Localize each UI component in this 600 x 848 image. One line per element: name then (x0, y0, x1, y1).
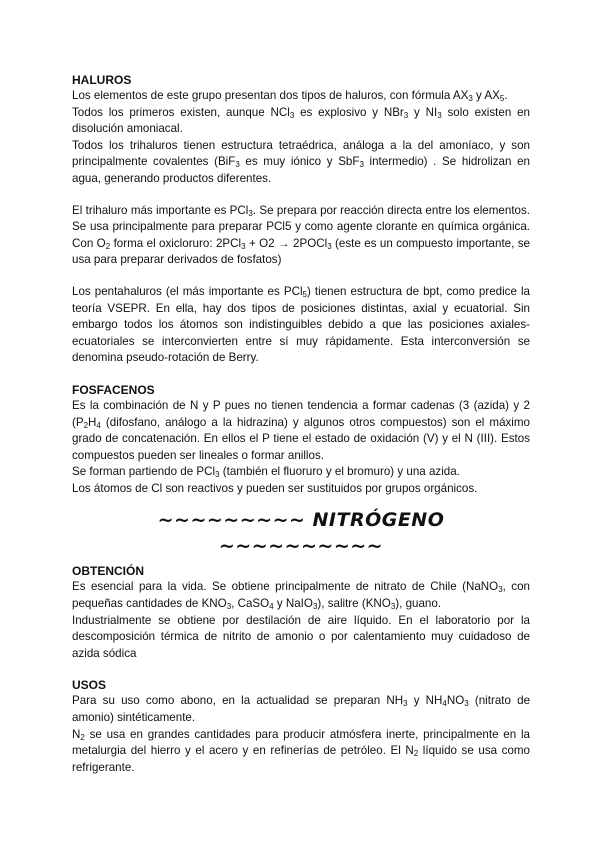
paragraph: Industrialmente se obtiene por destilación de aire líquido. En el laboratorio por la descomposición térmica de nitrito de amonio o por calentamiento muy cuidadoso de azida sódica (72, 613, 530, 660)
subscript: 3 (215, 470, 220, 480)
subscript: 3 (390, 602, 396, 612)
paragraph: Para su uso como abono, en la actualidad se preparan $NH_3$ y $NH_4NO_3$ (nitrato de amonio) sintéticamente. (72, 694, 531, 725)
spacer (72, 188, 530, 203)
section-heading-haluros: HALUROS (72, 73, 132, 87)
subscript: 5 (302, 289, 307, 299)
subscript: 3 (403, 110, 409, 120)
paragraph: Es la combinación de N y P pues no tienen tendencia a formar cadenas (3 (azida) y 2 ($P_2H_4$ (difosfano, análogo a la hidrazina) y algunos otros compuestos) son el máximo grado de concatenación. En ellos el P tiene el estado de oxidación (V) y el N (III). Estos compuestos pueden ser lineales o formar anillos. (72, 398, 530, 462)
paragraph: Todos los primeros existen, aunque NCl$_3$ es explosivo y NBr$_3$ y $NI_3$ solo existen en disolución amoniacal. (72, 105, 530, 136)
paragraph: Se forman partiendo de PCl$_3$ (también el fluoruro y el bromuro) y una azida. (72, 465, 460, 480)
nitrogeno-title: ~~~~~~~~~ NITRÓGENO ~~~~~~~~~~ (157, 509, 445, 558)
subscript: 3 (327, 241, 332, 251)
paragraph: Todos los trihaluros tienen estructura tetraédrica, análoga a la del amoníaco, y son principalmente covalentes (BiF$_3$ es muy iónico y SbF$_3$ intermedio) . Se hidrolizan en agua, generando productos diferentes. (72, 138, 530, 185)
paragraph: $N_2$ se usa en grandes cantidades para producir atmósfera inerte, principalmente en la metalurgia del hierro y el acero y en refinerías de petróleo. El $N_2$ líquido se usa como refrigerante. (72, 727, 530, 774)
subscript: 3 (464, 699, 469, 709)
subscript: 3 (248, 208, 253, 218)
subscript: 3 (498, 585, 503, 595)
subscript: 2 (105, 241, 111, 251)
subscript: 3 (403, 699, 408, 709)
subscript: 3 (241, 241, 246, 251)
subscript: 3 (312, 602, 318, 612)
subscript: 2 (80, 732, 85, 742)
subscript: 2 (413, 749, 419, 759)
subscript: 4 (269, 602, 274, 612)
paragraph: El trihaluro más importante es PCl$_3$. Se prepara por reacción directa entre los elementos. Se usa principalmente para preparar PCl5 y como agente clorante en química orgánica. Con $O_2$ forma el oxicloruro: 2PCl$_3$ + O2 → 2POCl$_3$ (este es un compuesto importante, se usa para preparar derivados de fosfatos) (72, 203, 531, 267)
paragraph: Los átomos de Cl son reactivos y pueden ser sustituidos por grupos orgánicos. (72, 481, 478, 495)
paragraph: Los pentahaluros (el más importante es PCl$_5$) tienen estructura de bpt, como predice la teoría VSEPR. En ella, hay dos tipos de posiciones distintas, axial y ecuatorial. Sin embargo todos los átomos son indistinguibles debido a que las posiciones axiales-ecuatoriales se interconvierten entre sí muy rápidamente. Esta interconversión se denomina pseudo-rotación de Berry. (72, 284, 531, 365)
subscript: 3 (235, 160, 240, 170)
subscript: 3 (289, 110, 295, 120)
section-heading-fosfacenos: FOSFACENOS (72, 382, 155, 397)
spacer (72, 269, 530, 284)
subscript: 5 (499, 94, 505, 103)
paragraph: Los elementos de este grupo presentan dos tipos de haluros, con fórmula $AX_3$ y $AX_5$. (72, 89, 508, 103)
subscript: 4 (96, 420, 101, 430)
subscript: 3 (359, 160, 364, 170)
spacer (72, 367, 530, 382)
section-heading-usos: USOS (72, 678, 107, 693)
subscript: 3 (226, 602, 232, 612)
section-heading-obtencion: OBTENCIÓN (72, 564, 144, 579)
subscript: 3 (437, 110, 442, 120)
subscript: 2 (83, 420, 89, 430)
subscript: 4 (442, 699, 447, 709)
subscript: 3 (468, 94, 473, 103)
paragraph: Es esencial para la vida. Se obtiene principalmente de nitrato de Chile (NaNO$_3$, con pequeñas cantidades de $KNO_3$, CaSO$_4$ y NaIO$_3$), salitre $(KNO_3)$, guano. (72, 580, 530, 612)
spacer (72, 662, 530, 677)
